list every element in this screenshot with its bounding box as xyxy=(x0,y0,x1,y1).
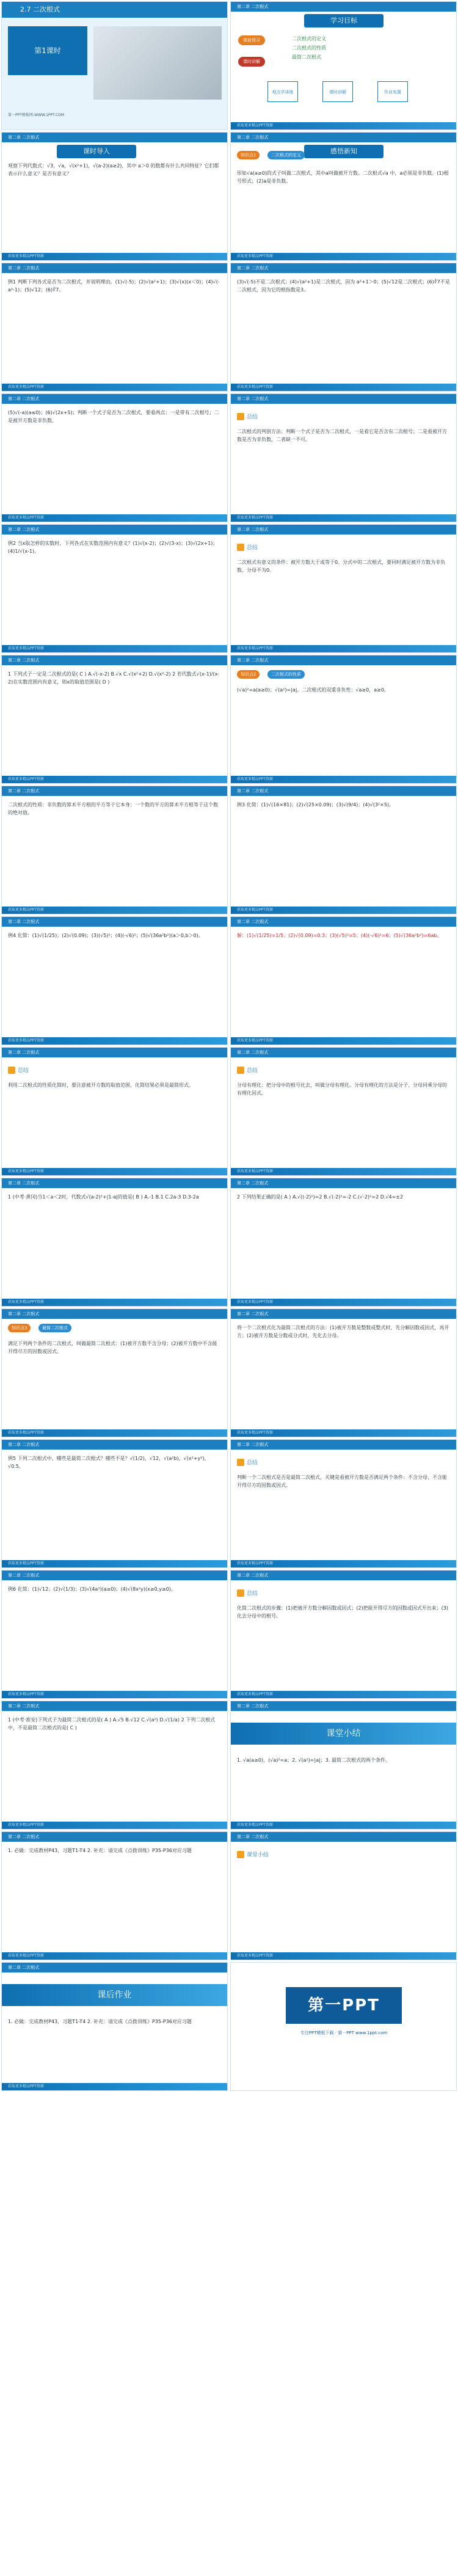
goals-slide xyxy=(230,1,457,130)
slide-16 xyxy=(230,916,457,1045)
chapter-band: 第二章 二次根式 xyxy=(2,1832,227,1842)
cover-slide xyxy=(1,1,228,130)
summary-word: 总结 xyxy=(247,545,258,551)
slide-footer: 获取更多精品PPT资源 xyxy=(2,1952,227,1960)
chapter-band: 第二章 二次根式 xyxy=(2,1440,227,1450)
chapter-band: 第二章 二次根式 xyxy=(231,2,456,12)
cover-brand: 第一PPT模板网-WWW.1PPT.COM xyxy=(8,113,65,117)
slide-29-text: 1. 必做：完成教材P43，习题T1-T4 2. 补充：请完成《点拨训练》P35-P36对应习题 xyxy=(8,1848,192,1853)
chapter-band: 第二章 二次根式 xyxy=(2,525,227,535)
slide-footer: 获取更多精品PPT资源 xyxy=(2,645,227,652)
slide-19 xyxy=(1,1178,228,1307)
goal-item-2: 二次根式的性质 xyxy=(292,45,326,51)
slide-footer: 获取更多精品PPT资源 xyxy=(231,907,456,914)
slide-11 xyxy=(1,655,228,784)
summary-banner: 课堂小结 xyxy=(231,1723,456,1745)
slide-15 xyxy=(1,916,228,1045)
goals-step1: 课前预习 xyxy=(238,35,265,45)
cover-section-title: 2.7 二次根式 xyxy=(2,2,227,18)
slide-footer: 获取更多精品PPT资源 xyxy=(2,384,227,391)
slide-14-text: 例3 化简：(1)√(16×81)；(2)√(25×0.09)；(3)√(9/4)；(4)√(3²×5)。 xyxy=(237,802,394,808)
slide-21-text: 满足下列两个条件的二次根式，叫做最简二次根式：(1)被开方数不含分母；(2)被开方数中不含能开得尽方的因数或因式。 xyxy=(8,1341,217,1354)
flow-box-3: 作业布置 xyxy=(377,81,408,102)
slide-19-text: 1 (中考·黄冈)当1＜a＜2时，代数式√(a-2)²+|1-a|的值是( B ) A.-1 B.1 C.2a-3 D.3-2a xyxy=(8,1194,199,1200)
intro-title: 课时导入 xyxy=(57,145,136,158)
slide-22 xyxy=(230,1308,457,1437)
slide-21 xyxy=(1,1308,228,1437)
chapter-band: 第二章 二次根式 xyxy=(231,1701,456,1711)
slide-26-text: 化简二次根式的步骤：(1)把被开方数分解因数或因式；(2)把能开得尽方的因数或因式开出来；(3)化去分母中的根号。 xyxy=(237,1605,448,1619)
slide-3-text: 观察下列代数式：√3，√a，√(x²+1)，√(a-2)(a≥2)，其中 a＞0 的数都有什么共同特征？它们都表示什么意义？是否有意义？ xyxy=(8,163,219,177)
slide-9 xyxy=(1,524,228,653)
slide-8 xyxy=(230,393,457,522)
summary-label xyxy=(237,1850,269,1858)
pencil-icon xyxy=(8,1067,15,1074)
summary-label xyxy=(237,543,258,551)
homework-banner: 课后作业 xyxy=(2,1984,227,2006)
slide-22-text: 将一个二次根式化为最简二次根式的方法：(1)被开方数是整数或整式时，先分解因数或因式，再开方；(2)被开方数是分数或分式时，先化去分母。 xyxy=(237,1325,449,1338)
slide-footer: 获取更多精品PPT资源 xyxy=(231,253,456,260)
chapter-band: 第二章 二次根式 xyxy=(2,655,227,665)
goals-step2: 课时讲解 xyxy=(238,57,265,67)
slide-24-text: 判断一个二次根式是否是最简二次根式，关键是看被开方数是否满足两个条件：不含分母、不含能开得尽方的因数或因式。 xyxy=(237,1475,447,1488)
slide-8-text: 二次根式的判别方法：判断一个式子是否为二次根式，一是看它是否含有二次根号；二是看被开方数是否为非负数，二者缺一不可。 xyxy=(237,429,447,442)
slide-27 xyxy=(1,1701,228,1830)
slide-20 xyxy=(230,1178,457,1307)
slide-17 xyxy=(1,1047,228,1176)
slide-footer: 获取更多精品PPT资源 xyxy=(2,1037,227,1045)
slide-9-text: 例2 当x取怎样的实数时，下列各式在实数范围内有意义？(1)√(x-2)；(2)√(3-x)；(3)√(2x+1)；(4)1/√(x-1)。 xyxy=(8,541,218,554)
slide-3 xyxy=(1,132,228,261)
slide-footer: 获取更多精品PPT资源 xyxy=(231,776,456,783)
logo-slide xyxy=(230,1962,457,2091)
knowledge-topic: 最简二次根式 xyxy=(38,1324,71,1332)
knowledge-badge: 知识点1 xyxy=(237,151,260,159)
chapter-band: 第二章 二次根式 xyxy=(231,1440,456,1450)
slide-footer: 获取更多精品PPT资源 xyxy=(231,1037,456,1045)
slide-10 xyxy=(230,524,457,653)
slide-5 xyxy=(1,263,228,392)
ppt-logo-sub: 专注PPT模板下载 · 第一PPT www.1ppt.com xyxy=(300,2031,388,2035)
new-title: 感悟新知 xyxy=(304,145,383,158)
slide-20-text: 2 下列结果正确的是( A ) A.√((-2)²)=2 B.√(-2)²=-2 C.(√-2)²=2 D.√4=±2 xyxy=(237,1194,404,1200)
slide-24 xyxy=(230,1439,457,1568)
slide-footer: 获取更多精品PPT资源 xyxy=(231,384,456,391)
summary-word: 总结 xyxy=(247,1591,258,1597)
slide-23 xyxy=(1,1439,228,1568)
chapter-band: 第二章 二次根式 xyxy=(231,1832,456,1842)
chapter-band: 第二章 二次根式 xyxy=(2,786,227,796)
ppt-logo: 第一PPT xyxy=(286,1987,402,2024)
slide-13 xyxy=(1,786,228,914)
chapter-band: 第二章 二次根式 xyxy=(2,133,227,142)
summary-label xyxy=(237,1589,258,1597)
chapter-band: 第二章 二次根式 xyxy=(2,917,227,927)
slide-12 xyxy=(230,655,457,784)
slide-footer: 获取更多精品PPT资源 xyxy=(2,253,227,260)
chapter-band: 第二章 二次根式 xyxy=(231,786,456,796)
slide-23-text: 例5 下列二次根式中，哪些是最简二次根式？哪些不是？√(1/2)，√12，√(a²b)，√(x²+y²)，√0.5。 xyxy=(8,1456,209,1469)
pencil-icon xyxy=(237,1459,244,1466)
goal-item-1: 二次根式的定义 xyxy=(292,36,326,42)
slide-footer: 获取更多精品PPT资源 xyxy=(231,514,456,522)
slide-footer: 获取更多精品PPT资源 xyxy=(231,1952,456,1960)
flow-box-2: 课时讲解 xyxy=(322,81,353,102)
slide-footer: 获取更多精品PPT资源 xyxy=(2,1822,227,1829)
chapter-band: 第二章 二次根式 xyxy=(2,1309,227,1319)
slide-28 xyxy=(230,1701,457,1830)
slide-11-text: 1 下列式子一定是二次根式的是( C ) A.√(-x-2) B.√x C.√(x²+2) D.√(x²-2) 2 若代数式√(x-1)/(x-2)在实数范围内有意义，则x的取值范围是( D ) xyxy=(8,671,220,685)
summary-label xyxy=(237,1458,258,1466)
slide-footer: 获取更多精品PPT资源 xyxy=(2,776,227,783)
slide-31 xyxy=(1,1962,228,2091)
slide-6 xyxy=(230,263,457,392)
slide-7 xyxy=(1,393,228,522)
slide-13-text: 二次根式的性质：非负数的算术平方根的平方等于它本身；一个数的平方的算术平方根等于这个数的绝对值。 xyxy=(8,802,218,815)
slide-10-text: 二次根式有意义的条件：被开方数大于或等于0。分式中的二次根式，要同时满足被开方数为非负数、分母不为0。 xyxy=(237,560,446,573)
slide-footer: 获取更多精品PPT资源 xyxy=(2,1429,227,1437)
slide-footer: 获取更多精品PPT资源 xyxy=(2,1168,227,1175)
slide-28-text: 1. √a(a≥0)，(√a)²=a；2. √(a²)=|a|；3. 最简二次根式的两个条件。 xyxy=(237,1757,390,1763)
slide-17-text: 利用二次根式的性质化简时，要注意被开方数的取值范围，化简结果必须是最简形式。 xyxy=(8,1082,194,1088)
slide-footer: 获取更多精品PPT资源 xyxy=(231,1822,456,1829)
summary-word: 总结 xyxy=(247,414,258,420)
slide-29 xyxy=(1,1831,228,1960)
homework-text: 1. 必做：完成教材P43，习题T1-T4 2. 补充：请完成《点拨训练》P35-P36对应习题 xyxy=(8,2019,192,2024)
chapter-band: 第二章 二次根式 xyxy=(231,133,456,142)
slide-footer: 获取更多精品PPT资源 xyxy=(231,1299,456,1306)
summary-label xyxy=(237,1066,258,1074)
slide-footer: 获取更多精品PPT资源 xyxy=(231,122,456,130)
slide-footer: 获取更多精品PPT资源 xyxy=(231,1691,456,1698)
slide-5-text: 例1 判断下列各式是否为二次根式，并说明理由。(1)√(-5)；(2)√(a²+1)；(3)√(x)(x＜0)；(4)√(-a²-1)；(5)√12；(6)∛7。 xyxy=(8,279,220,293)
chapter-band: 第二章 二次根式 xyxy=(231,263,456,273)
pencil-icon xyxy=(237,1067,244,1074)
cover-lesson: 第1课时 xyxy=(8,26,87,75)
pencil-icon xyxy=(237,413,244,420)
summary-word: 总结 xyxy=(247,1460,258,1466)
chapter-band: 第二章 二次根式 xyxy=(231,917,456,927)
chapter-band: 第二章 二次根式 xyxy=(231,655,456,665)
slide-footer: 获取更多精品PPT资源 xyxy=(2,1560,227,1567)
summary-label xyxy=(237,412,258,420)
slide-18 xyxy=(230,1047,457,1176)
slide-footer: 获取更多精品PPT资源 xyxy=(2,907,227,914)
chapter-band: 第二章 二次根式 xyxy=(2,394,227,404)
slide-footer: 获取更多精品PPT资源 xyxy=(2,2083,227,2090)
pencil-icon xyxy=(237,1589,244,1597)
slide-16-text: 解：(1)√(1/25)=1/5；(2)√(0.09)=0.3；(3)(√5)²=5；(4)(-√6)²=6；(5)√(36a²b²)=6ab。 xyxy=(237,933,442,938)
slide-footer: 获取更多精品PPT资源 xyxy=(2,1691,227,1698)
pencil-icon xyxy=(237,544,244,551)
slide-6-text: (3)√(-5)不是二次根式；(4)√(a²+1)是二次根式，因为 a²+1＞0；(5)√12是二次根式；(6)∛7不是二次根式，因为它的根指数是3。 xyxy=(237,279,450,293)
knowledge-badge: 知识点3 xyxy=(8,1324,31,1332)
chapter-band: 第二章 二次根式 xyxy=(2,1701,227,1711)
slide-footer: 获取更多精品PPT资源 xyxy=(2,1299,227,1306)
chapter-band: 第二章 二次根式 xyxy=(2,1571,227,1580)
slide-7-text: (5)√(-a)(a≤0)；(6)√(2x+5)；判断一个式子是否为二次根式，要看两点：一是带有二次根号；二是被开方数是非负数。 xyxy=(8,410,219,423)
summary-word: 总结 xyxy=(18,1068,29,1074)
slide-30 xyxy=(230,1831,457,1960)
knowledge-badge: 知识点2 xyxy=(237,670,260,679)
chapter-band: 第二章 二次根式 xyxy=(231,1571,456,1580)
slide-18-text: 分母有理化：把分母中的根号化去，叫做分母有理化。分母有理化的方法是分子、分母同乘分母的有理化因式。 xyxy=(237,1082,447,1096)
slide-footer: 获取更多精品PPT资源 xyxy=(231,1429,456,1437)
slide-26 xyxy=(230,1570,457,1699)
slide-footer: 获取更多精品PPT资源 xyxy=(2,514,227,522)
chapter-band: 第二章 二次根式 xyxy=(2,1048,227,1057)
chapter-band: 第二章 二次根式 xyxy=(2,1178,227,1188)
flow-box-1: 观点学讲练 xyxy=(267,81,298,102)
summary-label xyxy=(8,1066,29,1074)
slide-4-text: 形如√a(a≥0)的式子叫做二次根式，其中a叫做被开方数。二次根式√a 中，a必须是非负数。(1)根号形式；(2)a是非负数。 xyxy=(237,170,449,184)
slide-15-text: 例4 化简：(1)√(1/25)；(2)√(0.09)；(3)(√5)²；(4)(-√6)²；(5)√(36a²b²)(a＞0,b＞0)。 xyxy=(8,933,203,938)
slide-4 xyxy=(230,132,457,261)
chapter-band: 第二章 二次根式 xyxy=(231,1048,456,1057)
goal-item-3: 最简二次根式 xyxy=(292,54,321,60)
goals-title: 学习目标 xyxy=(304,14,383,27)
slide-27-text: 1 (中考·淮安)下列式子为最简二次根式的是( A ) A.√5 B.√12 C.√(a²) D.√(1/a) 2 下列二次根式中，不是最简二次根式的是( C ) xyxy=(8,1717,216,1731)
slide-25-text: 例6 化简：(1)√12；(2)√(1/3)；(3)√(4a³)(a≥0)；(4)√(8x²y)(x≥0,y≥0)。 xyxy=(8,1586,176,1592)
chapter-band: 第二章 二次根式 xyxy=(231,394,456,404)
slide-25 xyxy=(1,1570,228,1699)
cover-photo xyxy=(93,26,222,100)
chapter-band: 第二章 二次根式 xyxy=(231,525,456,535)
summary-word: 总结 xyxy=(247,1068,258,1074)
slide-14 xyxy=(230,786,457,914)
chapter-band: 第二章 二次根式 xyxy=(2,1963,227,1972)
chapter-band: 第二章 二次根式 xyxy=(231,1178,456,1188)
chapter-band: 第二章 二次根式 xyxy=(231,1309,456,1319)
slide-footer: 获取更多精品PPT资源 xyxy=(231,1168,456,1175)
slide-footer: 获取更多精品PPT资源 xyxy=(231,1560,456,1567)
summary-word: 课堂小结 xyxy=(247,1852,269,1858)
knowledge-topic: 二次根式的定义 xyxy=(267,151,305,159)
chapter-band: 第二章 二次根式 xyxy=(2,263,227,273)
slide-footer: 获取更多精品PPT资源 xyxy=(231,645,456,652)
pencil-icon xyxy=(237,1851,244,1858)
slide-12-text: (√a)²=a(a≥0)；√(a²)=|a|。二次根式的双重非负性：√a≥0，a≥0。 xyxy=(237,687,389,693)
knowledge-topic: 二次根式的性质 xyxy=(267,670,305,679)
